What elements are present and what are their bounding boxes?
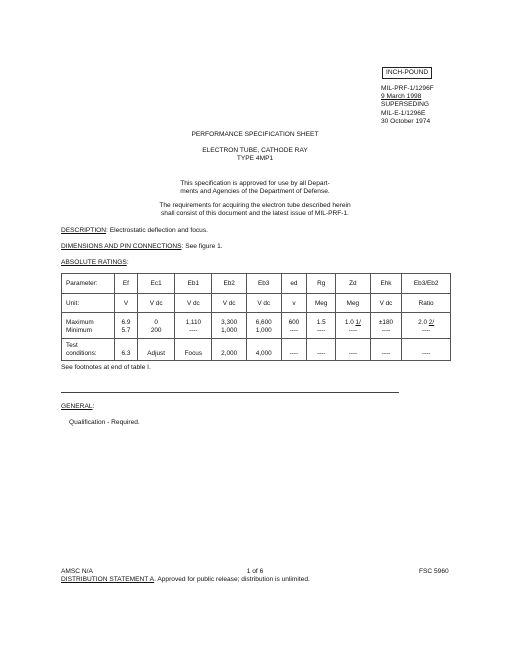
table-cell: ---- [281,350,307,361]
section-divider [61,392,399,393]
table-cell: V dc [370,294,402,313]
table-cell: 0 [137,313,175,328]
doc-identification [381,85,434,126]
fsc-code: FSC 5960 [419,568,449,575]
table-cell: ---- [336,327,371,339]
table-cell [307,339,336,351]
table-cell: Eb2 [212,274,247,294]
table-cell [115,339,138,351]
table-cell: Zd [336,274,371,294]
table-cell: V [115,294,138,313]
table-cell [336,339,371,351]
parameter-row [62,274,451,294]
table-cell: 1.5 [307,313,336,328]
table-cell: 4,000 [246,350,281,361]
table-cell: 2,000 [212,350,247,361]
table-cell [212,339,247,351]
dimensions-text: : See figure 1. [181,243,223,250]
table-cell: ±180 [370,313,402,328]
table-cell: 6,600 [246,313,281,328]
qualification-text: Qualification - Required. [69,419,140,426]
footnote-marker: 2/ [428,319,435,326]
table-cell: v [281,294,307,313]
table-cell: ---- [307,350,336,361]
table-cell: 2.0 2/ [402,313,451,328]
table-cell: 200 [137,327,175,339]
inch-pound-label: INCH-POUND [386,69,429,76]
superseded-doc-date: 30 October 1974 [381,117,431,125]
table-cell: ---- [402,350,451,361]
table-cell [281,339,307,351]
table-cell: V dc [246,294,281,313]
row-label-cell: Minimum [62,327,115,339]
table-cell: ---- [307,327,336,339]
table-cell: Ratio [402,294,451,313]
amsc-code: AMSC N/A [61,568,93,575]
table-cell: V dc [175,294,212,313]
table-cell [137,339,175,351]
row-label-cell: conditions: [62,350,115,361]
distribution-text: . Approved for public release; distribution is unlimited. [154,576,310,583]
approval-statement [0,180,510,196]
sheet-title: PERFORMANCE SPECIFICATION SHEET [191,131,319,138]
dimensions-label: DIMENSIONS AND PIN CONNECTIONS [61,243,182,250]
table-cell: ---- [370,350,402,361]
table-cell: Ehk [370,274,402,294]
table-cell: ed [281,274,307,294]
table-cell: Meg [307,294,336,313]
table-cell: Eb1 [175,274,212,294]
superseded-doc-number: MIL-E-1/1296E [381,109,426,117]
superseding-label: SUPERSEDING [381,101,429,109]
tube-type: TYPE 4MP1 [236,155,274,163]
dimensions-section [61,243,223,251]
table-cell: 1,000 [212,327,247,339]
title-block [0,131,510,164]
table-cell: Ec1 [137,274,175,294]
table-cell: 1.0 1/ [336,313,371,328]
table-cell: 6.9 [115,313,138,328]
maximum-row [62,313,451,328]
distribution-label: DISTRIBUTION STATEMENT A [61,576,155,583]
distribution-statement [61,576,310,584]
ratings-heading [61,259,129,267]
table-cell: ---- [281,327,307,339]
table-cell: 1,000 [246,327,281,339]
inch-pound-box [382,67,432,79]
table-cell: Adjust [137,350,175,361]
requirements-statement [0,202,510,218]
requirements-line-2: shall consist of this document and the latest issue of MIL-PRF-1. [160,210,349,218]
table-cell: Focus [175,350,212,361]
ratings-label: ABSOLUTE RATINGS [61,259,127,266]
table-cell: Ef [115,274,138,294]
table-cell: 1,110 [175,313,212,328]
doc-number: MIL-PRF-1/1296F [381,85,434,92]
table-cell: 6.3 [115,350,138,361]
table-cell [402,339,451,351]
table-cell: 5.7 [115,327,138,339]
general-heading [61,403,94,411]
approval-line-2: ments and Agencies of the Department of Defense. [180,188,330,196]
row-label-cell: Unit: [62,294,115,313]
page-number: 1 of 6 [246,568,264,575]
row-label-cell: Maximum [62,313,115,328]
row-label-cell: Test [62,339,115,351]
table-cell [175,339,212,351]
doc-date: 9 March 1998 [381,93,422,101]
minimum-row [62,327,451,339]
unit-row [62,294,451,313]
table-cell: Eb3 [246,274,281,294]
table-cell: ---- [336,350,371,361]
table-cell: ---- [175,327,212,339]
test-row [62,339,451,351]
table-cell: ---- [402,327,451,339]
absolute-ratings-table [61,273,451,361]
conditions-row [62,350,451,361]
ratings-suffix: : [126,259,129,266]
table-cell: Eb3/Eb2 [402,274,451,294]
row-label-cell: Parameter: [62,274,115,294]
table-cell: V dc [212,294,247,313]
footnote-reference: See footnotes at end of table I. [61,364,151,371]
table-cell: Rg [307,274,336,294]
table-cell [370,339,402,351]
table-cell: 3,300 [212,313,247,328]
description-text: : Electrostatic deflection and focus. [106,227,208,234]
description-section [61,227,208,235]
table-cell: 600 [281,313,307,328]
general-suffix: : [92,403,95,410]
footnote-marker: 1/ [355,319,361,326]
table-cell: Meg [336,294,371,313]
tube-title: ELECTRON TUBE, CATHODE RAY [202,147,308,155]
general-label: GENERAL [61,403,93,410]
table-cell [246,339,281,351]
description-label: DESCRIPTION [61,227,107,234]
table-cell: ---- [370,327,402,339]
table-cell: V dc [137,294,175,313]
requirements-line-1: The requirements for acquiring the electron tube described herein [159,202,351,209]
approval-line-1: This specification is approved for use by all Depart- [180,180,330,187]
